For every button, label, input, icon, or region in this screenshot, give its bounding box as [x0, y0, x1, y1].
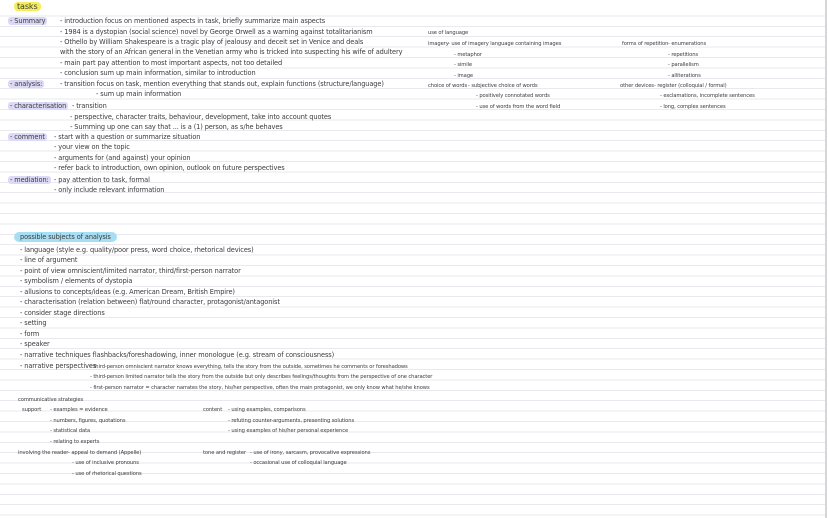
repetition-item: - enumerations: [668, 41, 707, 47]
perspectives-label: - narrative perspectives: [20, 362, 97, 370]
comment-label: - comment: [10, 133, 45, 141]
other-item: - long, complex sentences: [660, 104, 726, 110]
comment-line: - your view on the topic: [54, 143, 130, 151]
summary-line: - Othello by William Shakespeare is a tragic play of jealousy and deceit set in Venice and deals: [60, 38, 364, 46]
repetition-item: - parallelism: [668, 62, 699, 68]
content-item: - using examples of his/her personal experience: [228, 428, 349, 434]
support-item: - relating to experts: [50, 439, 100, 445]
subject-item: - setting: [20, 319, 47, 327]
comment-line: - refer back to introduction, own opinion, outlook on future perspectives: [54, 164, 285, 172]
tone-label: tone and register: [203, 450, 247, 456]
tone-item: - use of irony, sarcasm, provocative expressions: [250, 450, 371, 456]
content-item: - using examples, comparisons: [228, 407, 306, 413]
imagery-item: - use of imagery language containing images: [448, 41, 562, 47]
characterisation-line: - transition: [72, 102, 107, 110]
mediation-line: - pay attention to task, formal: [54, 176, 150, 184]
repetition-label: forms of repetition: [622, 41, 669, 47]
imagery-item: - image: [454, 73, 473, 79]
characterisation-line: - Summing up one can say that ... is a (1) person, as s/he behaves: [70, 123, 283, 131]
support-item: - examples = evidence: [50, 407, 108, 413]
other-item: - register (colloquial / formal): [654, 83, 727, 89]
subject-item: - consider stage directions: [20, 309, 105, 317]
perspective-item: - first-person narrator = character narrates the story, his/her perspective, often the main protagonist, we only know what he/she knows: [90, 385, 430, 391]
subject-item: - characterisation (relation between) flat/round character, protagonist/antagonist: [20, 298, 280, 306]
subject-item: - line of argument: [20, 256, 78, 264]
characterisation-label: - characterisation: [10, 102, 67, 110]
imagery-item: - metaphor: [454, 52, 482, 58]
communicative-heading: communicative strategies: [18, 397, 84, 403]
involving-label: involving the reader: [18, 450, 69, 456]
involving-item: - use of inclusive pronouns: [72, 460, 139, 466]
content-item: - refuting counter-arguments, presenting solutions: [228, 418, 355, 424]
involving-item: - appeal to demand (Appelle): [68, 450, 142, 456]
mediation-line: - only include relevant information: [54, 186, 165, 194]
other-item: - exclamations, incomplete sentences: [660, 93, 755, 99]
imagery-item: - simile: [454, 62, 472, 68]
analysis-line: - sum up main information: [96, 90, 182, 98]
choice-item: - subjective choice of words: [468, 83, 538, 89]
other-label: other devices: [620, 83, 654, 89]
language-heading: use of language: [428, 30, 469, 36]
analysis-label: - analysis:: [10, 80, 43, 88]
subject-item: - allusions to concepts/ideas (e.g. American Dream, British Empire): [20, 288, 235, 296]
summary-line: - introduction focus on mentioned aspects in task, briefly summarize main aspects: [60, 17, 326, 25]
subjects-heading: possible subjects of analysis: [14, 232, 117, 242]
comment-line: - arguments for (and against) your opinion: [54, 154, 191, 162]
summary-label: - Summary: [10, 17, 46, 25]
subject-item: - language (style e.g. quality/poor press, word choice, rhetorical devices): [20, 246, 254, 254]
perspective-item: - third-person omniscient narrator knows everything, tells the story from the outside, sometimes he comments or foreshadows: [90, 364, 408, 370]
comment-line: - start with a question or summarize situation: [54, 133, 201, 141]
summary-line: with the story of an African general in the Venetian army who is tricked into suspecting his wife of adultery: [60, 48, 403, 56]
subject-item: - point of view omniscient/limited narrator, third/first-person narrator: [20, 267, 241, 275]
tasks-heading: [14, 3, 41, 11]
subject-item: - narrative techniques flashbacks/foreshadowing, inner monologue (e.g. stream of consciousness): [20, 351, 335, 359]
choice-item: - positively connotated words: [476, 93, 550, 99]
support-item: - statistical data: [50, 428, 91, 434]
tasks-title: tasks: [14, 2, 41, 11]
support-label: support: [22, 407, 42, 413]
subject-item: - symbolism / elements of dystopia: [20, 277, 133, 285]
repetition-item: - repetitions: [668, 52, 699, 58]
choice-item: - use of words from the word field: [476, 104, 561, 110]
tone-item: - occasional use of colloquial language: [250, 460, 347, 466]
content-label: content: [203, 407, 223, 413]
choice-label: choice of words: [428, 83, 468, 89]
support-item: - numbers, figures, quotations: [50, 418, 126, 424]
summary-line: - 1984 is a dystopian (social science) novel by George Orwell as a warning against totalitarianism: [60, 28, 373, 36]
mediation-label: - mediation:: [10, 176, 49, 184]
repetition-item: - alliterations: [668, 73, 701, 79]
perspective-item: - third-person limited narrator tells the story from the outside but only describes feelings/thoughts from the perspective of one character: [90, 374, 433, 380]
characterisation-line: - perspective, character traits, behaviour, development, take into account quotes: [70, 113, 332, 121]
summary-line: - main part pay attention to most important aspects, not too detailed: [60, 59, 283, 67]
subject-item: - speaker: [20, 340, 50, 348]
analysis-line: - transition focus on task, mention everything that stands out, explain functions (structure/language): [60, 80, 384, 88]
imagery-label: imagery: [428, 41, 449, 47]
summary-line: - conclusion sum up main information, similar to introduction: [60, 69, 256, 77]
involving-item: - use of rhetorical questions: [72, 471, 142, 477]
subject-item: - form: [20, 330, 40, 338]
